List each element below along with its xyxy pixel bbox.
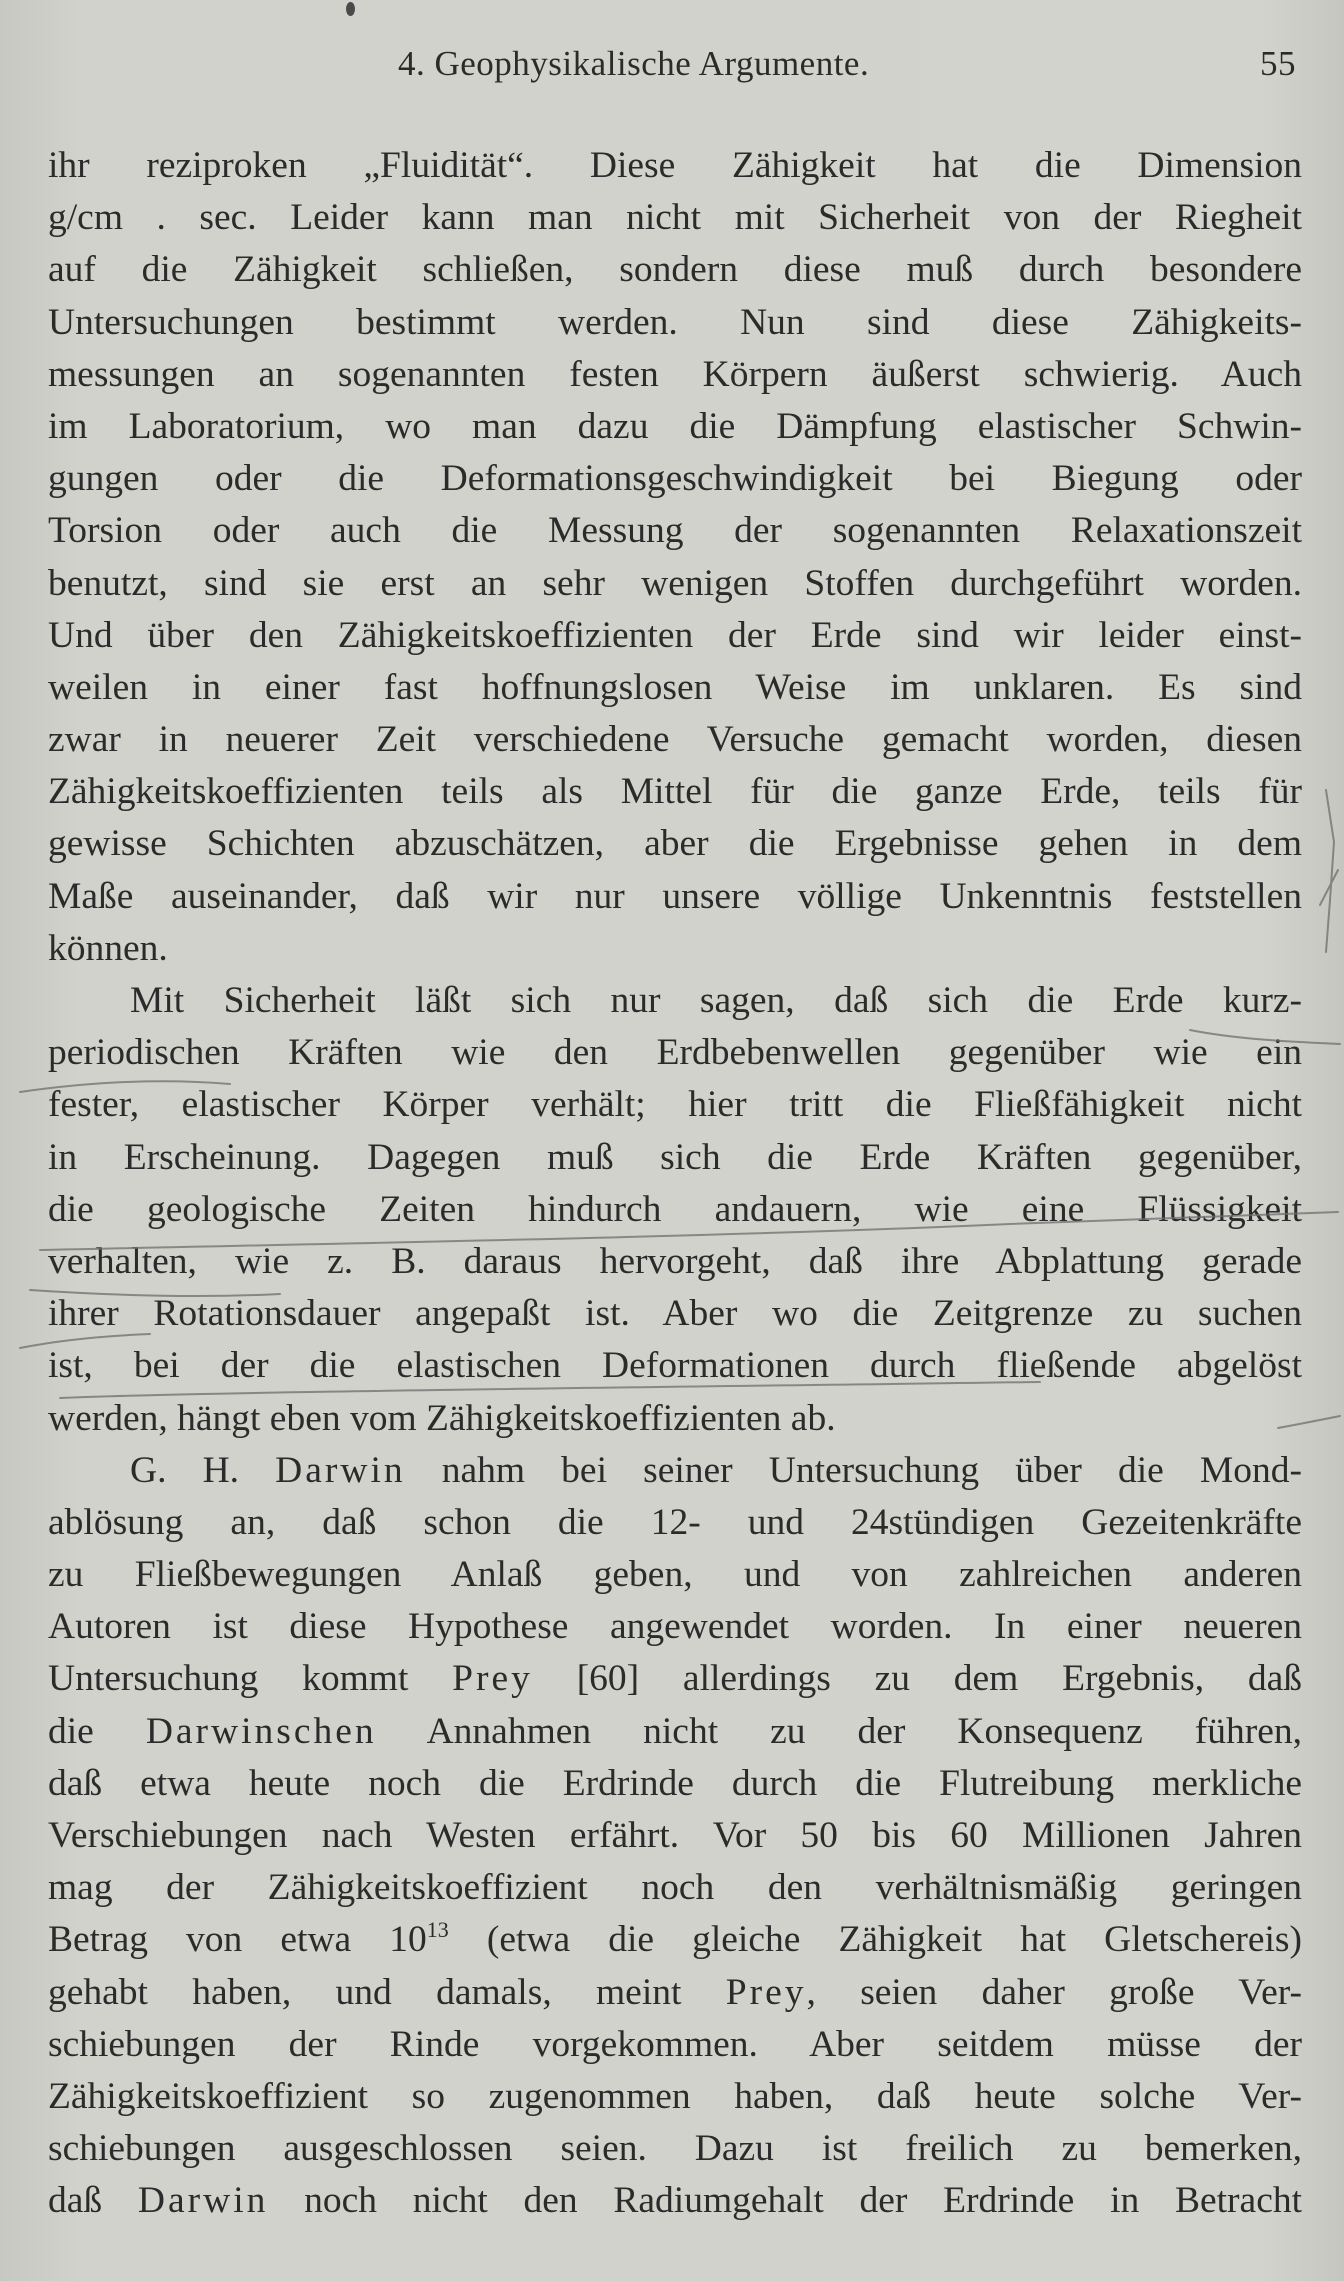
author-name: Darwin bbox=[137, 2180, 269, 2222]
text-line: Autoren ist diese Hypothese angewendet worden. In einer neueren bbox=[48, 1606, 1302, 1648]
text-line: werden, hängt eben vom Zähigkeitskoeffizienten ab. bbox=[48, 1397, 836, 1439]
text-line: weilen in einer fast hoffnungslosen Weise im unklaren. Es sind bbox=[48, 666, 1302, 708]
margin-bracket-mark bbox=[1320, 870, 1338, 905]
ink-speck bbox=[346, 2, 355, 16]
text-line: im Laboratorium, wo man dazu die Dämpfung elastischer Schwin- bbox=[48, 405, 1302, 447]
text-line: g/cm . sec. Leider kann man nicht mit Sicherheit von der Riegheit bbox=[48, 197, 1302, 239]
text-line: Verschiebungen nach Westen erfährt. Vor 50 bis 60 Millionen Jahren bbox=[48, 1815, 1302, 1856]
text-line: daß etwa heute noch die Erdrinde durch die Flutreibung merkliche bbox=[48, 1762, 1302, 1804]
text-line: ihrer Rotationsdauer angepaßt ist. Aber wo die Zeitgrenze zu suchen bbox=[48, 1293, 1302, 1335]
author-name: Darwin bbox=[275, 1449, 406, 1491]
text-line: Zähigkeitskoeffizient so zugenommen haben, daß heute solche Ver- bbox=[48, 2075, 1302, 2117]
text-line: schiebungen der Rinde vorgekommen. Aber seitdem müsse der bbox=[48, 2023, 1302, 2065]
text-line: G. H. Darwin nahm bei seiner Untersuchung über die Mond- bbox=[130, 1449, 1302, 1491]
text-line: Zähigkeitskoeffizienten teils als Mittel für die ganze Erde, teils für bbox=[48, 771, 1302, 813]
text-line: die geologische Zeiten hindurch andauern, wie eine Flüssigkeit bbox=[48, 1188, 1302, 1230]
margin-bracket-mark bbox=[1326, 790, 1334, 952]
text-line: auf die Zähigkeit schließen, sondern diese muß durch besondere bbox=[48, 249, 1302, 291]
text-line: benutzt, sind sie erst an sehr wenigen Stoffen durchgeführt worden. bbox=[48, 562, 1302, 604]
text-line: verhalten, wie z. B. daraus hervorgeht, daß ihre Abplattung gerade bbox=[48, 1240, 1302, 1282]
text-line: zwar in neuerer Zeit verschiedene Versuche gemacht worden, diesen bbox=[48, 719, 1302, 761]
running-title: 4. Geophysikalische Argumente. bbox=[398, 44, 870, 83]
text-line: gungen oder die Deformationsgeschwindigkeit bei Biegung oder bbox=[48, 458, 1302, 500]
text-line: die Darwinschen Annahmen nicht zu der Konsequenz führen, bbox=[48, 1710, 1302, 1752]
text-line: Torsion oder auch die Messung der sogenannten Relaxationszeit bbox=[48, 510, 1302, 552]
text-line: können. bbox=[48, 927, 168, 969]
text-line: daß Darwin noch nicht den Radiumgehalt der Erdrinde in Betracht bbox=[48, 2180, 1302, 2222]
running-header bbox=[0, 44, 1344, 94]
author-name: Prey bbox=[725, 1971, 807, 2013]
text-line: ist, bei der die elastischen Deformationen durch fließende abgelöst bbox=[48, 1345, 1302, 1387]
page-number: 55 bbox=[1260, 44, 1296, 83]
exponent: 13 bbox=[426, 1917, 449, 1943]
author-name: Darwinschen bbox=[145, 1710, 377, 1752]
text-line: Untersuchung kommt Prey [60] allerdings zu dem Ergebnis, daß bbox=[48, 1658, 1302, 1700]
text-line: gehabt haben, und damals, meint Prey, seien daher große Ver- bbox=[48, 1971, 1302, 2013]
text-line: ihr reziproken „Fluidität“. Diese Zähigkeit hat die Dimension bbox=[48, 145, 1302, 186]
text-line: ablösung an, daß schon die 12- und 24stündigen Gezeitenkräfte bbox=[48, 1501, 1302, 1543]
body-text bbox=[48, 140, 1302, 2228]
text-line: zu Fließbewegungen Anlaß geben, und von zahlreichen anderen bbox=[48, 1554, 1302, 1596]
text-line: Untersuchungen bestimmt werden. Nun sind diese Zähigkeits- bbox=[48, 301, 1302, 343]
text-line: in Erscheinung. Dagegen muß sich die Erde Kräften gegenüber, bbox=[48, 1136, 1302, 1178]
text-line: mag der Zähigkeitskoeffizient noch den verhältnismäßig geringen bbox=[48, 1867, 1302, 1909]
text-line: gewisse Schichten abzuschätzen, aber die Ergebnisse gehen in dem bbox=[48, 823, 1302, 865]
text-line: Und über den Zähigkeitskoeffizienten der Erde sind wir leider einst- bbox=[48, 614, 1302, 656]
text-line: schiebungen ausgeschlossen seien. Dazu ist freilich zu bemerken, bbox=[48, 2128, 1302, 2170]
text-line: fester, elastischer Körper verhält; hier tritt die Fließfähigkeit nicht bbox=[48, 1084, 1302, 1126]
text-line: messungen an sogenannten festen Körpern äußerst schwierig. Auch bbox=[48, 353, 1302, 395]
text-line: Betrag von etwa $10^{13}$ (etwa die gleiche Zähigkeit hat Gletschereis) bbox=[48, 1917, 1302, 1961]
text-line: Maße auseinander, daß wir nur unsere völlige Unkenntnis feststellen bbox=[48, 875, 1302, 917]
text-line: periodischen Kräften wie den Erdbebenwellen gegenüber wie ein bbox=[48, 1032, 1302, 1074]
text-line: Mit Sicherheit läßt sich nur sagen, daß sich die Erde kurz- bbox=[130, 980, 1302, 1021]
author-name: Prey bbox=[452, 1658, 533, 1700]
